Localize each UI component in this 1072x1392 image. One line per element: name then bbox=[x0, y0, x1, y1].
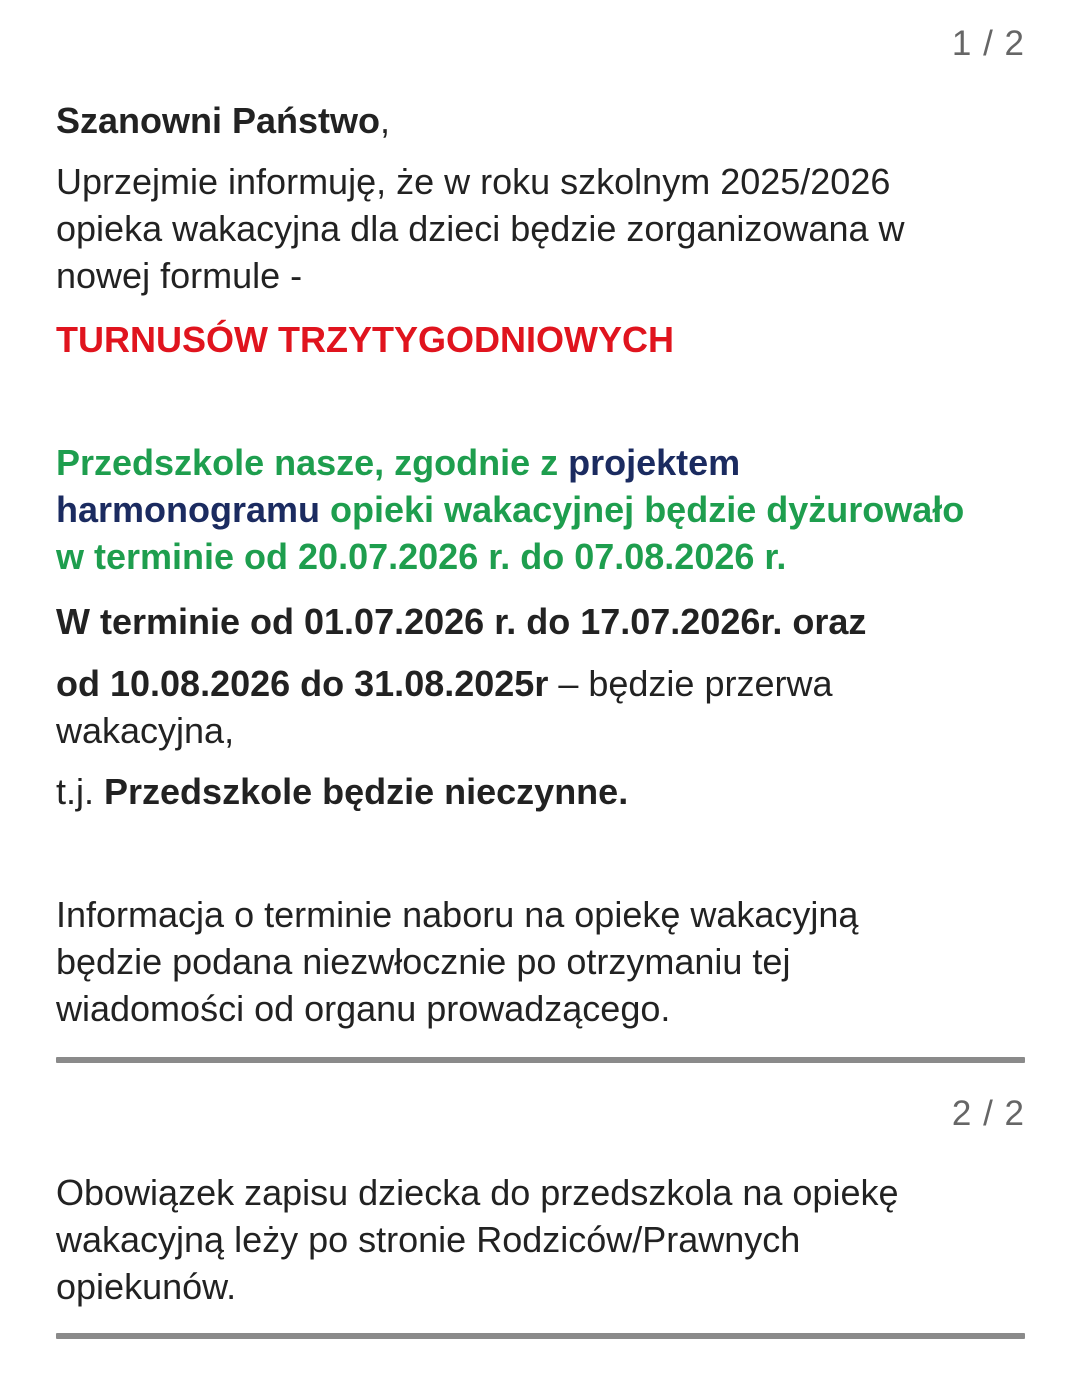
obligation-line-2: wakacyjną leży po stronie Rodziców/Prawnych bbox=[56, 1219, 801, 1260]
duty-link-projektem: projektem bbox=[568, 442, 741, 483]
closed-notice bbox=[56, 768, 1036, 815]
duty-text-1: Przedszkole nasze, zgodnie z bbox=[56, 442, 569, 483]
break-dates: od 10.08.2026 do 31.08.2025r bbox=[56, 663, 549, 704]
info-line-2: będzie podana niezwłocznie po otrzymaniu tej bbox=[56, 941, 791, 982]
greeting-name: Szanowni Państwo bbox=[56, 100, 381, 141]
intro-paragraph bbox=[56, 158, 1036, 299]
greeting-comma: , bbox=[380, 100, 391, 141]
intro-line-2: opieka wakacyjna dla dzieci będzie zorganizowana w bbox=[56, 208, 905, 249]
page-divider-2 bbox=[56, 1333, 1025, 1339]
obligation-paragraph bbox=[56, 1169, 1036, 1310]
closed-bold: Przedszkole będzie nieczynne. bbox=[104, 771, 629, 812]
duty-text-2: opieki wakacyjnej będzie dyżurowało bbox=[320, 489, 965, 530]
page-counter-1: 1 / 2 bbox=[951, 24, 1025, 63]
duty-link-harmonogramu: harmonogramu bbox=[56, 489, 321, 530]
info-line-3: wiadomości od organu prowadzącego. bbox=[56, 988, 671, 1029]
duty-dates: w terminie od 20.07.2026 r. do 07.08.2026 r. bbox=[56, 536, 787, 577]
intro-line-3: nowej formule - bbox=[56, 255, 303, 296]
greeting bbox=[56, 97, 1036, 144]
info-paragraph bbox=[56, 891, 1036, 1032]
intro-line-1: Uprzejmie informuję, że w roku szkolnym 2025/2026 bbox=[56, 161, 891, 202]
break-paragraph bbox=[56, 660, 1036, 754]
page-counter-2: 2 / 2 bbox=[951, 1094, 1025, 1133]
obligation-line-1: Obowiązek zapisu dziecka do przedszkola na opiekę bbox=[56, 1172, 899, 1213]
info-line-1: Informacja o terminie naboru na opiekę wakacyjną bbox=[56, 894, 859, 935]
page-divider-1 bbox=[56, 1057, 1025, 1063]
closed-prefix: t.j. bbox=[56, 771, 105, 812]
break-line-3: wakacyjna, bbox=[56, 710, 235, 751]
highlight-heading: TURNUSÓW TRZYTYGODNIOWYCH bbox=[56, 319, 674, 360]
obligation-line-3: opiekunów. bbox=[56, 1266, 237, 1307]
break-text: – będzie przerwa bbox=[548, 663, 833, 704]
duty-paragraph bbox=[56, 439, 1036, 580]
break-line-1: W terminie od 01.07.2026 r. do 17.07.2026r. oraz bbox=[56, 601, 867, 642]
